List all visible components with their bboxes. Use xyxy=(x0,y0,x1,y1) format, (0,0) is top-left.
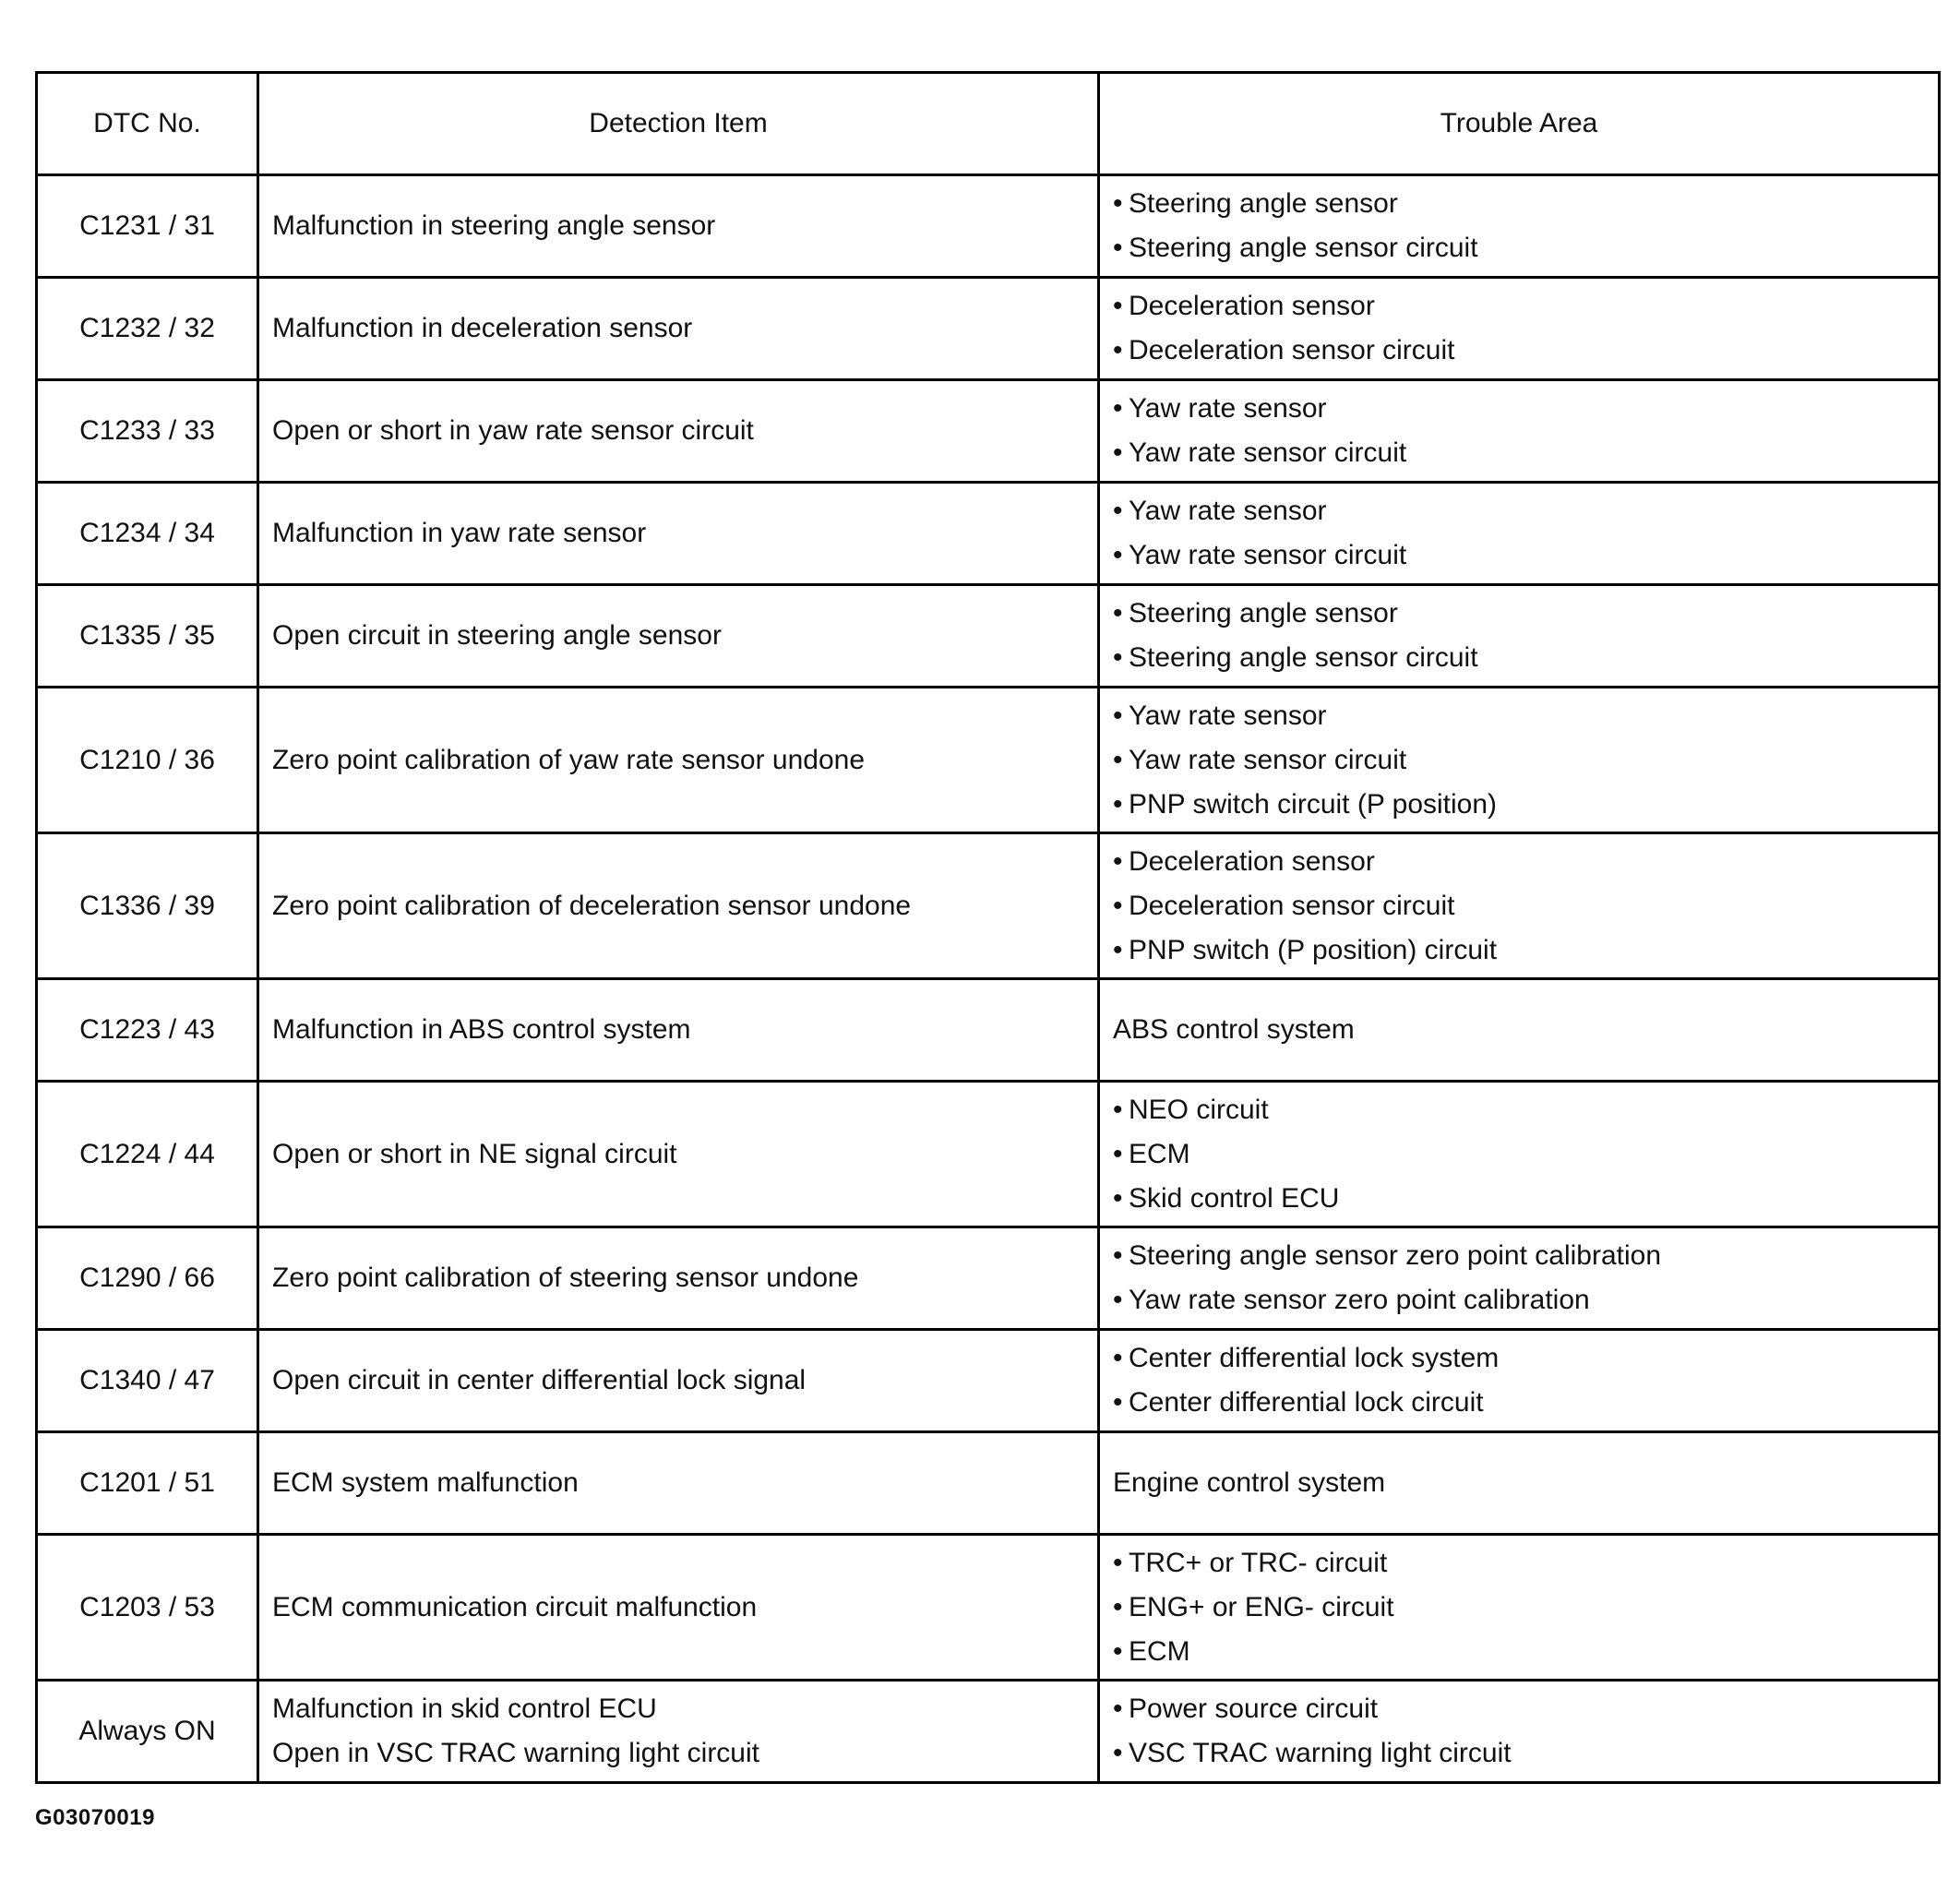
detection-item-cell xyxy=(258,1227,1099,1330)
bullet-icon: • xyxy=(1113,1182,1123,1214)
trouble-area-line xyxy=(1113,387,1925,431)
trouble-area-line xyxy=(1113,431,1925,475)
bullet-icon: • xyxy=(1113,1694,1123,1724)
bullet-icon: • xyxy=(1113,393,1123,424)
table-row xyxy=(37,1082,1940,1227)
trouble-area-text: Steering angle sensor zero point calibration xyxy=(1129,1240,1662,1271)
trouble-area-line xyxy=(1113,1461,1925,1505)
detection-item-cell xyxy=(258,979,1099,1082)
trouble-area-line xyxy=(1113,783,1925,827)
bullet-icon: • xyxy=(1113,642,1123,673)
trouble-area-text: Yaw rate sensor xyxy=(1129,393,1327,424)
trouble-area-text: Center differential lock system xyxy=(1129,1343,1500,1373)
dtc-code-cell: C1223 / 43 xyxy=(37,979,258,1082)
bullet-icon: • xyxy=(1113,291,1123,321)
trouble-area-text: Yaw rate sensor xyxy=(1129,496,1327,526)
trouble-area-text: Power source circuit xyxy=(1129,1694,1379,1724)
trouble-area-line xyxy=(1113,1177,1925,1221)
trouble-area-cell xyxy=(1099,979,1940,1082)
table-row xyxy=(37,380,1940,483)
trouble-area-line xyxy=(1113,533,1925,578)
bullet-icon: • xyxy=(1113,1387,1123,1418)
dtc-code-cell: C1224 / 44 xyxy=(37,1082,258,1227)
trouble-area-text: PNP switch (P position) circuit xyxy=(1129,934,1498,965)
table-body xyxy=(37,175,1940,1783)
detection-item-line: Open circuit in center differential lock signal xyxy=(272,1365,807,1395)
detection-item-cell xyxy=(258,1535,1099,1681)
dtc-code-cell: C1290 / 66 xyxy=(37,1227,258,1330)
bullet-icon: • xyxy=(1113,1240,1123,1271)
trouble-area-text: Steering angle sensor circuit xyxy=(1129,233,1478,263)
trouble-area-line xyxy=(1113,1008,1925,1052)
bullet-icon: • xyxy=(1113,188,1123,219)
trouble-area-text: Engine control system xyxy=(1113,1467,1386,1498)
bullet-icon: • xyxy=(1113,540,1123,570)
detection-item-cell xyxy=(258,1082,1099,1227)
dtc-code-cell: C1233 / 33 xyxy=(37,380,258,483)
detection-item-cell xyxy=(258,833,1099,979)
trouble-area-text: Deceleration sensor xyxy=(1129,845,1375,877)
trouble-area-line xyxy=(1113,489,1925,533)
bullet-icon: • xyxy=(1113,335,1123,365)
trouble-area-text: ECM xyxy=(1129,1635,1190,1667)
trouble-area-text: Steering angle sensor circuit xyxy=(1129,642,1478,673)
table-row xyxy=(37,278,1940,380)
detection-item-line: Zero point calibration of yaw rate sensor undone xyxy=(272,744,866,775)
table-header-row xyxy=(37,73,1940,175)
bullet-icon: • xyxy=(1113,437,1123,468)
trouble-area-text: Skid control ECU xyxy=(1129,1182,1340,1214)
figure-id: G03070019 xyxy=(35,1805,155,1830)
detection-item-line: Malfunction in skid control ECU xyxy=(272,1694,657,1724)
table-row xyxy=(37,1432,1940,1535)
trouble-area-line xyxy=(1113,1381,1925,1425)
trouble-area-text: Deceleration sensor circuit xyxy=(1129,890,1455,921)
bullet-icon: • xyxy=(1113,1343,1123,1373)
dtc-code-cell: C1336 / 39 xyxy=(37,833,258,979)
trouble-area-line xyxy=(1113,1731,1925,1776)
bullet-icon: • xyxy=(1113,1591,1123,1622)
bullet-icon: • xyxy=(1113,1635,1123,1667)
dtc-code-cell: C1201 / 51 xyxy=(37,1432,258,1535)
bullet-icon: • xyxy=(1113,233,1123,263)
bullet-icon: • xyxy=(1113,890,1123,921)
trouble-area-cell xyxy=(1099,278,1940,380)
detection-item-cell xyxy=(258,688,1099,833)
detection-item-cell xyxy=(258,1681,1099,1783)
trouble-area-text: ECM xyxy=(1129,1138,1190,1169)
detection-item-line: ECM communication circuit malfunction xyxy=(272,1591,758,1622)
dtc-table xyxy=(35,71,1941,1784)
table-row xyxy=(37,585,1940,688)
trouble-area-line xyxy=(1113,1630,1925,1674)
header-trouble-area: Trouble Area xyxy=(1099,73,1940,175)
trouble-area-cell xyxy=(1099,1227,1940,1330)
table-row xyxy=(37,1330,1940,1432)
trouble-area-text: PNP switch circuit (P position) xyxy=(1129,788,1498,820)
trouble-area-text: Deceleration sensor xyxy=(1129,291,1375,321)
bullet-icon: • xyxy=(1113,934,1123,965)
header-dtc-no: DTC No. xyxy=(37,73,258,175)
bullet-icon: • xyxy=(1113,1094,1123,1125)
trouble-area-text: Yaw rate sensor xyxy=(1129,700,1327,731)
trouble-area-text: Yaw rate sensor circuit xyxy=(1129,437,1407,468)
table-row xyxy=(37,688,1940,833)
trouble-area-line xyxy=(1113,182,1925,226)
bullet-icon: • xyxy=(1113,1285,1123,1315)
trouble-area-text: Deceleration sensor circuit xyxy=(1129,335,1455,365)
trouble-area-cell xyxy=(1099,380,1940,483)
trouble-area-cell xyxy=(1099,1330,1940,1432)
table-row xyxy=(37,1681,1940,1783)
table-row xyxy=(37,979,1940,1082)
detection-item-line: Zero point calibration of deceleration sensor undone xyxy=(272,890,912,921)
trouble-area-line xyxy=(1113,694,1925,738)
trouble-area-cell xyxy=(1099,483,1940,585)
trouble-area-line xyxy=(1113,928,1925,973)
detection-item-line: Open or short in yaw rate sensor circuit xyxy=(272,415,754,446)
table-row xyxy=(37,1227,1940,1330)
detection-item-line: Zero point calibration of steering sensor undone xyxy=(272,1263,859,1293)
trouble-area-line xyxy=(1113,1234,1925,1278)
bullet-icon: • xyxy=(1113,598,1123,628)
detection-item-cell xyxy=(258,380,1099,483)
trouble-area-cell xyxy=(1099,585,1940,688)
bullet-icon: • xyxy=(1113,700,1123,731)
bullet-icon: • xyxy=(1113,1547,1123,1578)
trouble-area-line xyxy=(1113,738,1925,783)
trouble-area-line xyxy=(1113,1586,1925,1630)
trouble-area-text: VSC TRAC warning light circuit xyxy=(1129,1738,1512,1768)
trouble-area-text: Steering angle sensor xyxy=(1129,598,1398,628)
bullet-icon: • xyxy=(1113,496,1123,526)
trouble-area-line xyxy=(1113,840,1925,884)
trouble-area-line xyxy=(1113,1132,1925,1177)
trouble-area-cell xyxy=(1099,1082,1940,1227)
trouble-area-cell xyxy=(1099,833,1940,979)
header-detection-item: Detection Item xyxy=(258,73,1099,175)
detection-item-line: Open in VSC TRAC warning light circuit xyxy=(272,1738,759,1768)
detection-item-line: ECM system malfunction xyxy=(272,1467,579,1498)
dtc-code-cell: C1340 / 47 xyxy=(37,1330,258,1432)
trouble-area-text: Center differential lock circuit xyxy=(1129,1387,1484,1418)
table-row xyxy=(37,1535,1940,1681)
table-row xyxy=(37,833,1940,979)
trouble-area-text: Yaw rate sensor circuit xyxy=(1129,744,1407,775)
trouble-area-cell xyxy=(1099,688,1940,833)
detection-item-cell xyxy=(258,585,1099,688)
detection-item-cell xyxy=(258,483,1099,585)
detection-item-line: Malfunction in deceleration sensor xyxy=(272,313,693,343)
trouble-area-cell xyxy=(1099,1535,1940,1681)
trouble-area-text: ENG+ or ENG- circuit xyxy=(1129,1591,1394,1622)
bullet-icon: • xyxy=(1113,744,1123,775)
trouble-area-line xyxy=(1113,284,1925,329)
trouble-area-line xyxy=(1113,1088,1925,1132)
trouble-area-line xyxy=(1113,1541,1925,1586)
detection-item-line: Malfunction in ABS control system xyxy=(272,1014,691,1045)
detection-item-line: Open or short in NE signal circuit xyxy=(272,1138,677,1169)
trouble-area-text: Yaw rate sensor zero point calibration xyxy=(1129,1285,1590,1315)
trouble-area-line xyxy=(1113,226,1925,270)
bullet-icon: • xyxy=(1113,1138,1123,1169)
detection-item-cell xyxy=(258,1432,1099,1535)
trouble-area-text: NEO circuit xyxy=(1129,1094,1269,1125)
trouble-area-text: Steering angle sensor xyxy=(1129,188,1398,219)
dtc-code-cell: C1210 / 36 xyxy=(37,688,258,833)
detection-item-cell xyxy=(258,1330,1099,1432)
trouble-area-line xyxy=(1113,1336,1925,1381)
trouble-area-text: ABS control system xyxy=(1113,1014,1355,1045)
detection-item-line: Malfunction in steering angle sensor xyxy=(272,210,716,241)
bullet-icon: • xyxy=(1113,788,1123,820)
dtc-code-cell: C1232 / 32 xyxy=(37,278,258,380)
detection-item-cell xyxy=(258,175,1099,278)
table-row xyxy=(37,483,1940,585)
trouble-area-line xyxy=(1113,329,1925,373)
dtc-code-cell: C1335 / 35 xyxy=(37,585,258,688)
trouble-area-line xyxy=(1113,592,1925,636)
detection-item-line: Malfunction in yaw rate sensor xyxy=(272,518,647,548)
trouble-area-line xyxy=(1113,1687,1925,1731)
dtc-code-cell: C1234 / 34 xyxy=(37,483,258,585)
detection-item-line: Open circuit in steering angle sensor xyxy=(272,620,722,651)
bullet-icon: • xyxy=(1113,845,1123,877)
trouble-area-line xyxy=(1113,636,1925,680)
dtc-code-cell: C1203 / 53 xyxy=(37,1535,258,1681)
dtc-code-cell: C1231 / 31 xyxy=(37,175,258,278)
bullet-icon: • xyxy=(1113,1738,1123,1768)
trouble-area-line xyxy=(1113,884,1925,928)
dtc-code-cell: Always ON xyxy=(37,1681,258,1783)
trouble-area-cell xyxy=(1099,175,1940,278)
trouble-area-text: TRC+ or TRC- circuit xyxy=(1129,1547,1388,1578)
trouble-area-cell xyxy=(1099,1432,1940,1535)
table-row xyxy=(37,175,1940,278)
detection-item-cell xyxy=(258,278,1099,380)
trouble-area-text: Yaw rate sensor circuit xyxy=(1129,540,1407,570)
trouble-area-line xyxy=(1113,1278,1925,1323)
trouble-area-cell xyxy=(1099,1681,1940,1783)
